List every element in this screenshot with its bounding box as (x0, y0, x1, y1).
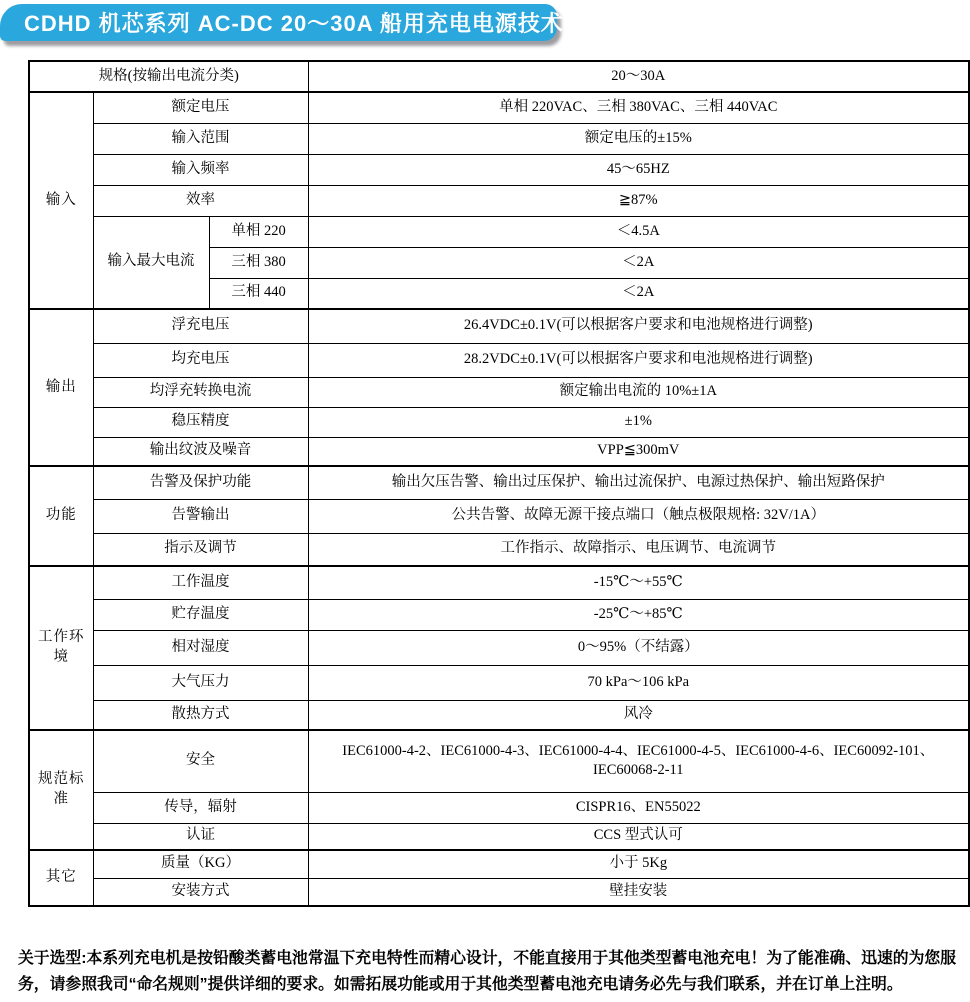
param-value: -25℃～+85℃ (308, 599, 969, 630)
param-value: 风冷 (308, 700, 969, 730)
param-label: 贮存温度 (93, 599, 308, 630)
param-value: 45～65HZ (308, 154, 969, 185)
param-value: 28.2VDC±0.1V(可以根据客户要求和电池规格进行调整) (308, 343, 969, 377)
param-value: 0～95%（不结露） (308, 630, 969, 665)
param-label: 告警及保护功能 (93, 466, 308, 499)
spec-header-value: 20～30A (308, 61, 969, 92)
param-label: 安全 (93, 730, 308, 792)
param-value: IEC61000-4-2、IEC61000-4-3、IEC61000-4-4、IEC61000-4-5、IEC61000-4-6、IEC60092-101、IEC60068-2-11 (308, 730, 969, 792)
param-value: -15℃～+55℃ (308, 566, 969, 599)
param-value: ＜2A (308, 278, 969, 309)
param-value: ±1% (308, 407, 969, 437)
param-label: 额定电压 (93, 92, 308, 123)
param-value: 输出欠压告警、输出过压保护、输出过流保护、电源过热保护、输出短路保护 (308, 466, 969, 499)
group-cell-input: 输入 (29, 92, 93, 309)
param-label: 效率 (93, 185, 308, 216)
param-label: 均浮充转换电流 (93, 377, 308, 407)
param-value: 单相 220VAC、三相 380VAC、三相 440VAC (308, 92, 969, 123)
spec-header-label: 规格(按输出电流分类) (29, 61, 308, 92)
param-label: 输入频率 (93, 154, 308, 185)
param-label: 相对湿度 (93, 630, 308, 665)
param-value: CISPR16、EN55022 (308, 792, 969, 823)
page-title: CDHD 机芯系列 AC-DC 20～30A 船用充电电源技术参数 (24, 11, 610, 36)
param-label: 输入最大电流 (93, 216, 209, 309)
spec-table (28, 60, 970, 907)
param-label: 大气压力 (93, 665, 308, 700)
param-label: 均充电压 (93, 343, 308, 377)
selection-note: 关于选型:本系列充电机是按铅酸类蓄电池常温下充电特性而精心设计，不能直接用于其他类型蓄电池充电！为了能准确、迅速的为您服务，请参照我司“命名规则”提供详细的要求。如需拓展功能或用于其他类型蓄电池充电请务必先与我们联系，并在订单上注明。 (18, 950, 956, 993)
param-value: ≧87% (308, 185, 969, 216)
param-label: 安装方式 (93, 878, 308, 906)
param-sub-label: 三相 440 (209, 278, 308, 309)
param-value: ＜4.5A (308, 216, 969, 247)
param-value: 额定输出电流的 10%±1A (308, 377, 969, 407)
group-cell-other: 其它 (29, 850, 93, 906)
param-value: 工作指示、故障指示、电压调节、电流调节 (308, 533, 969, 566)
param-value: VPP≦300mV (308, 437, 969, 466)
group-cell-standards: 规范标准 (29, 730, 93, 850)
param-label: 输出纹波及噪音 (93, 437, 308, 466)
param-value: ＜2A (308, 247, 969, 278)
group-cell-output: 输出 (29, 309, 93, 466)
param-label: 告警输出 (93, 499, 308, 533)
param-label: 质量（KG） (93, 850, 308, 878)
param-value: CCS 型式认可 (308, 823, 969, 850)
group-cell-environment: 工作环境 (29, 566, 93, 730)
param-sub-label: 单相 220 (209, 216, 308, 247)
param-label: 指示及调节 (93, 533, 308, 566)
param-value: 26.4VDC±0.1V(可以根据客户要求和电池规格进行调整) (308, 309, 969, 343)
param-label: 散热方式 (93, 700, 308, 730)
param-label: 稳压精度 (93, 407, 308, 437)
param-value: 壁挂安装 (308, 878, 969, 906)
param-label: 认证 (93, 823, 308, 850)
param-label: 输入范围 (93, 123, 308, 154)
param-value: 公共告警、故障无源干接点端口（触点极限规格: 32V/1A） (308, 499, 969, 533)
param-value: 额定电压的±15% (308, 123, 969, 154)
param-value: 70 kPa～106 kPa (308, 665, 969, 700)
group-cell-function: 功能 (29, 466, 93, 566)
param-label: 浮充电压 (93, 309, 308, 343)
page-title-banner (0, 4, 610, 41)
param-sub-label: 三相 380 (209, 247, 308, 278)
param-label: 传导，辐射 (93, 792, 308, 823)
param-value: 小于 5Kg (308, 850, 969, 878)
param-label: 工作温度 (93, 566, 308, 599)
